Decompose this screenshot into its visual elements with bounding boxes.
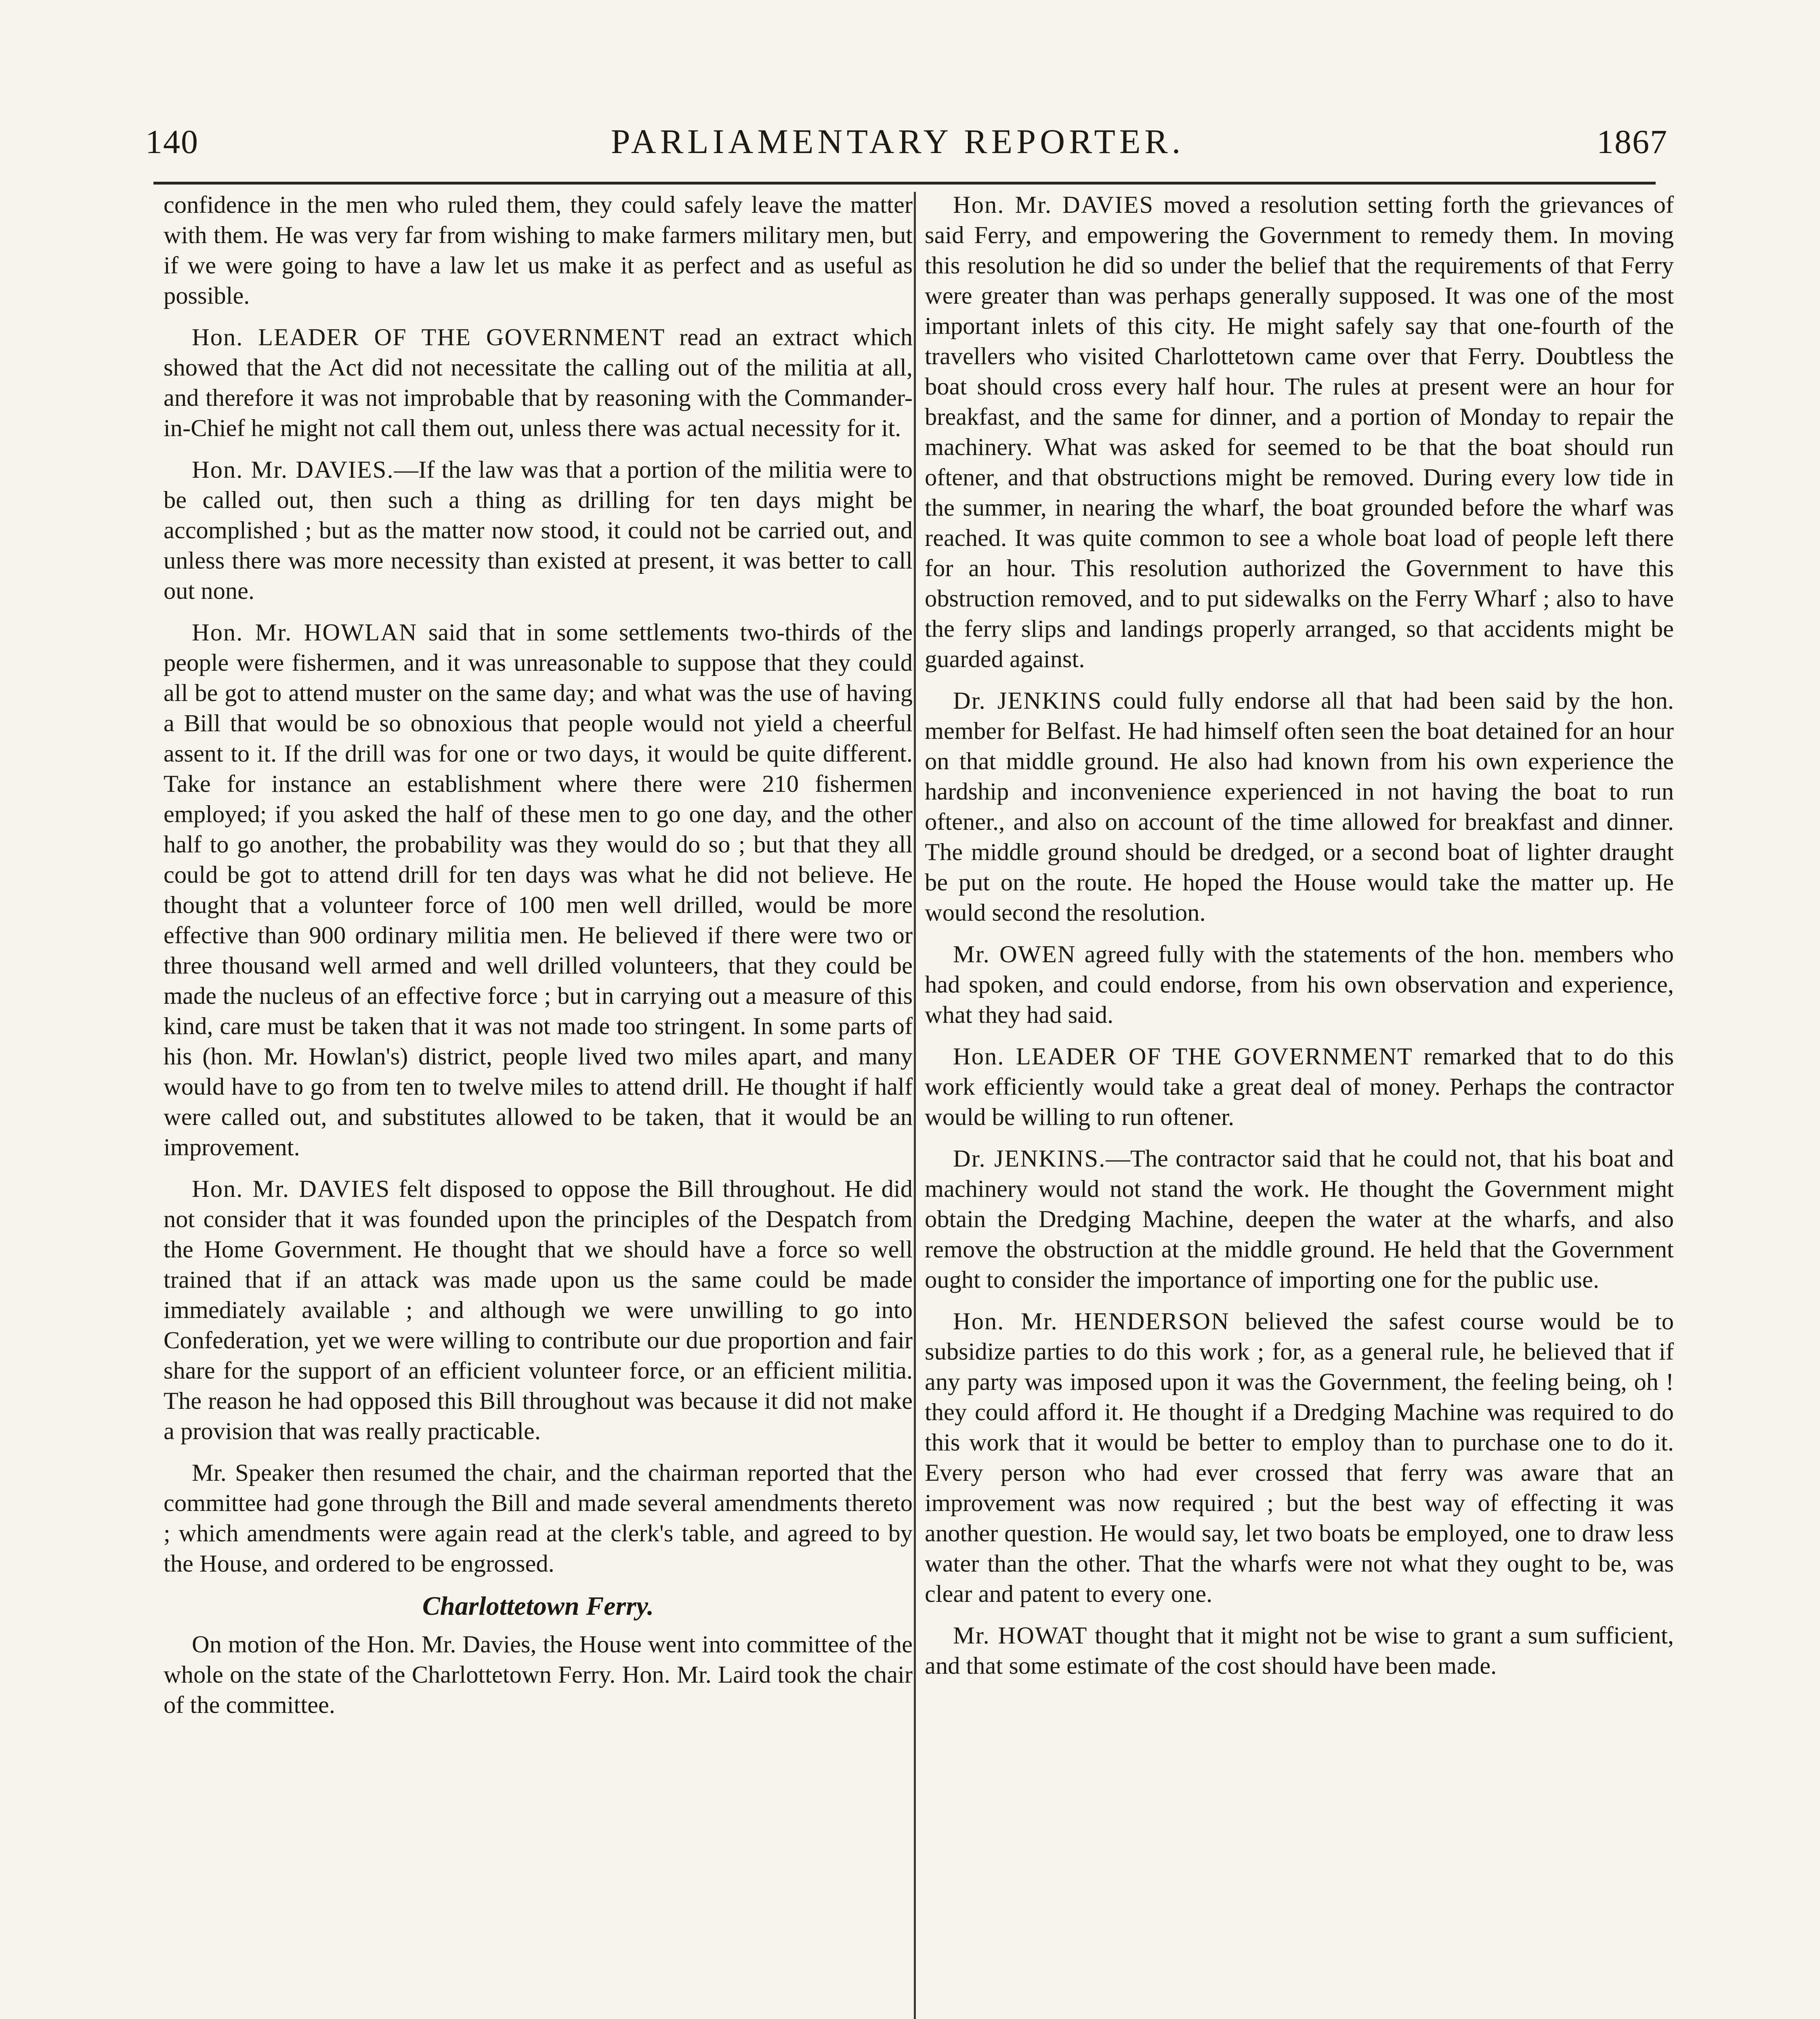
paragraph — [925, 190, 1674, 674]
paragraph — [164, 1174, 913, 1446]
speaker-name: Hon. LEADER OF THE GOVERNMENT — [953, 1043, 1413, 1070]
speaker-name: Dr. JENKINS — [953, 687, 1102, 714]
paragraph — [925, 1144, 1674, 1295]
paragraph: On motion of the Hon. Mr. Davies, the House went into committee of the whole on the state of the Charlottetown Ferry. Hon. Mr. Laird took the chair of the committee. — [164, 1631, 913, 1719]
paragraph — [164, 617, 913, 1163]
paragraph — [164, 322, 913, 443]
paragraph — [925, 1041, 1674, 1132]
column-divider — [914, 192, 916, 2019]
speech-text: —If the law was that a portion of the militia were to be called out, then such a thing as drilling for ten days might be accomplished ; but as the matter now stood, it could not be carried out, and unless there was more necessity than existed at present, it was better to call out none. — [164, 456, 913, 604]
speaker-name: Mr. OWEN — [953, 941, 1076, 968]
page-number: 140 — [145, 123, 199, 161]
speech-text: felt disposed to oppose the Bill throughout. He did not consider that it was founded upon the principles of the Despatch from the Home Government. He thought that we should have a force so well trained that if an attack was made upon us the same could be made immediately available ; and although we were unwilling to go into Confederation, yet we were willing to contribute our due proportion and fair share for the support of an efficient volunteer force, or an efficient militia. The reason he had opposed this Bill throughout was because it did not make a provision that was really practicable. — [164, 1175, 913, 1445]
speech-text: —The contractor said that he could not, that his boat and machinery would not stand the work. He thought the Government might obtain the Dredging Machine, deepen the water at the wharfs, and also remove the obstruction at the middle ground. He held that the Government ought to consider the importance of importing one for the public use. — [925, 1145, 1674, 1293]
speech-text: thought that it might not be wise to grant a sum sufficient, and that some estimate of the cost should have been made. — [925, 1622, 1674, 1679]
header-rule — [153, 182, 1656, 185]
speaker-name: Dr. JENKINS. — [953, 1145, 1106, 1172]
speech-text: moved a resolution setting forth the grievances of said Ferry, and empowering the Government to remedy them. In moving this resolution he did so under the belief that the requirements of that Ferry were greater than was perhaps generally supposed. It was one of the most important inlets of this city. He might safely say that one-fourth of the travellers who visited Charlottetown came over that Ferry. Doubtless the boat should cross every half hour. The rules at present were an hour for breakfast, and the same for dinner, and a portion of Monday to repair the machinery. What was asked for seemed to be that the boat should run oftener, and that obstructions might be removed. During every low tide in the summer, in nearing the wharf, the boat grounded before the wharf was reached. It was quite common to see a whole boat load of people left there for an hour. This resolution authorized the Government to have this obstruction removed, and to put sidewalks on the Ferry Wharf ; also to have the ferry slips and landings properly arranged, so that accidents might be guarded against. — [925, 191, 1674, 673]
speech-text: could fully endorse all that had been said by the hon. member for Belfast. He had himself often seen the boat detained for an hour on that middle ground. He also had known from his own experience the hardship and inconvenience experienced in not having the boat to run oftener., and also on account of the time allowed for breakfast and dinner. The middle ground should be dredged, or a second boat of lighter draught be put on the route. He hoped the House would take the matter up. He would second the resolution. — [925, 687, 1674, 926]
speaker-name: Hon. Mr. DAVIES — [953, 191, 1154, 218]
speaker-name: Hon. Mr. HENDERSON — [953, 1308, 1230, 1335]
paragraph: confidence in the men who ruled them, they could safely leave the matter with them. He was very far from wishing to make farmers military men, but if we were going to have a law let us make it as perfect and as useful as possible. — [164, 191, 913, 309]
paragraph — [164, 455, 913, 606]
paragraph — [925, 939, 1674, 1030]
section-heading: Charlottetown Ferry. — [422, 1591, 654, 1621]
paragraph: Mr. Speaker then resumed the chair, and the chairman reported that the committee had gone through the Bill and made several amendments thereto ; which amendments were again read at the clerk's table, and agreed to by the House, and ordered to be engrossed. — [164, 1459, 913, 1577]
paragraph — [925, 1306, 1674, 1609]
paragraph — [925, 1620, 1674, 1681]
speech-text: remarked that to do this work efficiently would take a great deal of money. Perhaps the contractor would be willing to run oftener. — [925, 1043, 1674, 1131]
speaker-name: Hon. Mr. DAVIES. — [192, 456, 394, 483]
publication-title: PARLIAMENTARY REPORTER. — [611, 122, 1185, 161]
page-header — [145, 121, 1668, 170]
speaker-name: Hon. Mr. DAVIES — [192, 1175, 390, 1203]
speaker-name: Hon. LEADER OF THE GOVERNMENT — [192, 324, 665, 351]
right-column — [925, 190, 1674, 1692]
speech-text: agreed fully with the statements of the hon. members who had spoken, and could endorse, from his own observation and experience, what they had said. — [925, 941, 1674, 1028]
speech-text: read an extract which showed that the Act did not necessitate the calling out of the militia at all, and therefore it was not improbable that by reasoning with the Commander-in-Chief he might not call them out, unless there was actual necessity for it. — [164, 324, 913, 442]
paragraph — [925, 686, 1674, 928]
speaker-name: Mr. HOWAT — [953, 1622, 1088, 1649]
speech-text: said that in some settlements two-thirds of the people were fishermen, and it was unreasonable to suppose that they could all be got to attend muster on the same day; and what was the use of having a Bill that would be so obnoxious that people would not yield a cheerful assent to it. If the drill was for one or two days, it would be quite different. Take for instance an establishment where there were 210 fishermen employed; if you asked the half of these men to go one day, and the other half to go another, the probability was they would do so ; but that they all could be got to attend drill for ten days was what he did not believe. He thought that a volunteer force of 100 men well drilled, would be more effective than 900 ordinary militia men. He believed if there were two or three thousand well armed and well drilled volunteers, that they could be made the nucleus of an effective force ; but in carrying out a measure of this kind, care must be taken that it was not made too stringent. In some parts of his (hon. Mr. Howlan's) district, people lived two miles apart, and many would have to go from ten to twelve miles to attend drill. He thought if half were called out, and substitutes allowed to be taken, that it would be an improvement. — [164, 619, 913, 1161]
left-column — [164, 190, 913, 1731]
speaker-name: Hon. Mr. HOWLAN — [192, 619, 418, 646]
year: 1867 — [1597, 123, 1668, 161]
speech-text: believed the safest course would be to subsidize parties to do this work ; for, as a general rule, he believed that if any party was imposed upon it was the Government, the feeling being, oh ! they could afford it. He thought if a Dredging Machine was required to do this work that it would be better to employ than to purchase one to do it. Every person who had ever crossed that ferry was aware that an improvement was now required ; but the best way of effecting it was another question. He would say, let two boats be employed, one to draw less water than the other. That the wharfs were not what they ought to be, was clear and patent to every one. — [925, 1308, 1674, 1608]
